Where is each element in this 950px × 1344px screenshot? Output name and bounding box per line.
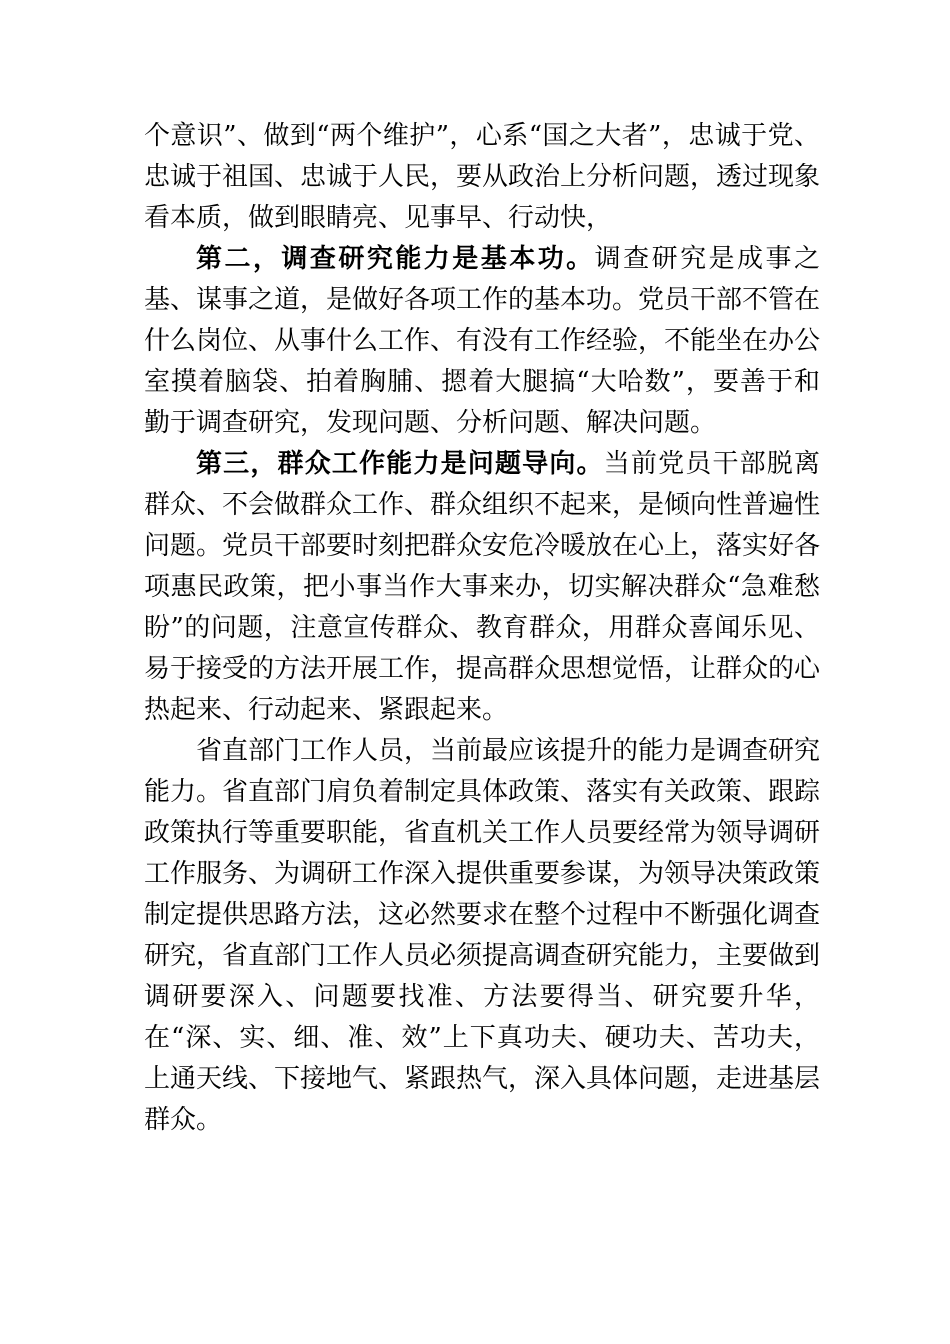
paragraph-continuation bbox=[144, 116, 820, 239]
paragraph-third-mass-work bbox=[144, 444, 820, 731]
paragraph-text: 当前党员干部脱离群众、不会做群众工作、群众组织不起来，是倾向性普遍性问题。党员干部要时刻把群众安危冷暖放在心上，落实好各项惠民政策，把小事当作大事来办，切实解决群众“急难愁盼”的问题，注意宣传群众、教育群众，用群众喜闻乐见、易于接受的方法开展工作，提高群众思想觉悟，让群众的心热起来、行动起来、紧跟起来。 bbox=[144, 449, 821, 725]
paragraph-lead: 第二，调查研究能力是基本功。 bbox=[196, 244, 595, 274]
paragraph-text: 调查研究是成事之基、谋事之道，是做好各项工作的基本功。党员干部不管在什么岗位、从事什么工作、有没有工作经验，不能坐在办公室摸着脑袋、拍着胸脯、摁着大腿搞“大哈数”，要善于和勤于调查研究，发现问题、分析问题、解决问题。 bbox=[144, 244, 821, 438]
paragraph-text: 省直部门工作人员，当前最应该提升的能力是调查研究能力。省直部门肩负着制定具体政策、落实有关政策、跟踪政策执行等重要职能，省直机关工作人员要经常为领导调研工作服务、为调研工作深入提供重要参谋，为领导决策政策制定提供思路方法，这必然要求在整个过程中不断强化调查研究，省直部门工作人员必须提高调查研究能力，主要做到调研要深入、问题要找准、方法要得当、研究要升华，在“深、实、细、准、效”上下真功夫、硬功夫、苦功夫，上通天线、下接地气、紧跟热气，深入具体问题，走进基层群众。 bbox=[144, 736, 821, 1135]
paragraph-text: 个意识”、做到“两个维护”，心系“国之大者”，忠诚于党、忠诚于祖国、忠诚于人民，要从政治上分析问题，透过现象看本质，做到眼睛亮、见事早、行动快， bbox=[144, 121, 821, 233]
paragraph-second-research bbox=[144, 239, 820, 444]
paragraph-lead: 第三，群众工作能力是问题导向。 bbox=[196, 449, 604, 479]
paragraph-provincial-staff bbox=[144, 731, 820, 1141]
document-body bbox=[144, 116, 820, 1141]
